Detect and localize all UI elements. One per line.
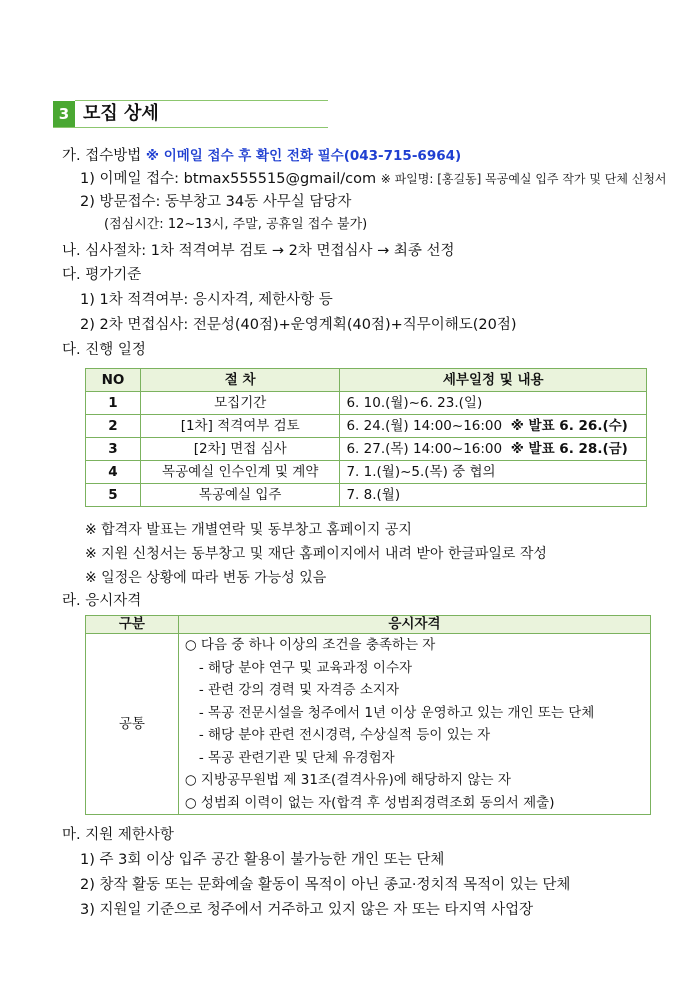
schedule-detail-date: 6. 10.(월)~6. 23.(일) (346, 395, 483, 411)
schedule-detail-date: 7. 1.(월)~5.(목) 중 협의 (346, 464, 496, 480)
qualification-condition: ○ 지방공무원법 제 31조(결격사유)에 해당하지 않는 자 (184, 772, 511, 788)
qualification-header-row (86, 616, 651, 634)
schedule-no: 1 (86, 392, 141, 415)
schedule-detail-date: 7. 8.(월) (346, 487, 401, 503)
qualification-condition: - 목공 관련기관 및 단체 유경험자 (198, 749, 395, 766)
qualification-category: 공통 (86, 634, 179, 815)
schedule-no: 5 (86, 484, 141, 507)
table-row (86, 634, 651, 815)
email-filename-note: ※ 파일명: [홍길동] 목공예실 입주 작가 및 단체 신청서 (380, 172, 667, 186)
qualification-condition: - 해당 분야 연구 및 교육과정 이수자 (198, 659, 413, 676)
application-method-label: 가. 접수방법 (62, 148, 142, 164)
schedule-header-no: NO (86, 369, 141, 392)
qualification-label: 라. 응시자격 (62, 593, 142, 609)
schedule-detail-date: 6. 27.(목) 14:00~16:00 (346, 441, 503, 457)
schedule-header-detail: 세부일정 및 내용 (340, 369, 647, 392)
application-method-note: ※ 이메일 접수 후 확인 전화 필수(043-715-6964) (145, 148, 462, 164)
schedule-note-3: ※ 일정은 상황에 따라 변동 가능성 있음 (85, 570, 327, 586)
qualification-condition: - 목공 전문시설을 청주에서 1년 이상 운영하고 있는 개인 또는 단체 (198, 704, 595, 721)
schedule-label: 다. 진행 일정 (62, 342, 146, 358)
schedule-step: 모집기간 (140, 392, 340, 415)
evaluation-criteria-label: 다. 평가기준 (62, 267, 142, 283)
table-row (86, 392, 647, 415)
schedule-announce: ※ 발표 6. 28.(금) (510, 441, 628, 457)
schedule-detail-date: 6. 24.(월) 14:00~16:00 (346, 418, 503, 434)
table-row (86, 484, 647, 507)
restriction-item-3: 3) 지원일 기준으로 청주에서 거주하고 있지 않은 자 또는 타지역 사업장 (80, 902, 534, 918)
email-application (80, 168, 667, 190)
restriction-item-1: 1) 주 3회 이상 입주 공간 활용이 불가능한 개인 또는 단체 (80, 852, 445, 868)
schedule-step: 목공예실 입주 (140, 484, 340, 507)
restrictions-label: 마. 지원 제한사항 (62, 827, 174, 843)
table-row (86, 461, 647, 484)
schedule-step: [2차] 면접 심사 (140, 438, 340, 461)
schedule-table (85, 368, 647, 507)
schedule-note-1: ※ 합격자 발표는 개별연락 및 동부창고 홈페이지 공지 (85, 522, 412, 538)
qualification-condition: - 해당 분야 관련 전시경력, 수상실적 등이 있는 자 (198, 727, 491, 743)
visit-application: 2) 방문접수: 동부창고 34동 사무실 담당자 (80, 194, 352, 210)
schedule-detail (340, 438, 647, 461)
email-application-label: 1) 이메일 접수: btmax555515@gmail/com (80, 171, 377, 187)
section-number: 3 (53, 101, 75, 127)
schedule-no: 3 (86, 438, 141, 461)
qualification-condition: ○ 다음 중 하나 이상의 조건을 충족하는 자 (184, 637, 436, 653)
application-method (62, 145, 461, 167)
qualification-header-conditions: 응시자격 (178, 616, 650, 634)
schedule-detail (340, 461, 647, 484)
schedule-header-row (86, 369, 647, 392)
table-row (86, 438, 647, 461)
schedule-note-2: ※ 지원 신청서는 동부창고 및 재단 홈페이지에서 내려 받아 한글파일로 작성 (85, 546, 547, 562)
qualification-condition: - 관련 강의 경력 및 자격증 소지자 (198, 682, 400, 698)
schedule-header-step: 절 차 (140, 369, 340, 392)
evaluation-criteria-1: 1) 1차 적격여부: 응시자격, 제한사항 등 (80, 292, 333, 308)
qualification-condition: ○ 성범죄 이력이 없는 자(합격 후 성범죄경력조회 동의서 제출) (184, 794, 555, 811)
schedule-no: 4 (86, 461, 141, 484)
qualification-header-category: 구분 (86, 616, 179, 634)
visit-application-note: (점심시간: 12~13시, 주말, 공휴일 접수 불가) (104, 217, 368, 232)
schedule-step: [1차] 적격여부 검토 (140, 415, 340, 438)
schedule-detail (340, 415, 647, 438)
evaluation-criteria-2: 2) 2차 면접심사: 전문성(40점)+운영계획(40점)+직무이해도(20점) (80, 317, 517, 333)
schedule-no: 2 (86, 415, 141, 438)
schedule-step: 목공예실 인수인계 및 계약 (140, 461, 340, 484)
qualification-table (85, 615, 651, 815)
section-rule (53, 127, 328, 128)
review-procedure: 나. 심사절차: 1차 적격여부 검토 → 2차 면접심사 → 최종 선정 (62, 243, 455, 259)
restriction-item-2: 2) 창작 활동 또는 문화예술 활동이 목적이 아닌 종교·정치적 목적이 있는 단체 (80, 877, 571, 893)
schedule-detail (340, 392, 647, 415)
table-row (86, 415, 647, 438)
schedule-detail (340, 484, 647, 507)
section-title: 모집 상세 (83, 103, 159, 124)
schedule-announce: ※ 발표 6. 26.(수) (510, 418, 628, 434)
qualification-conditions (178, 634, 650, 815)
